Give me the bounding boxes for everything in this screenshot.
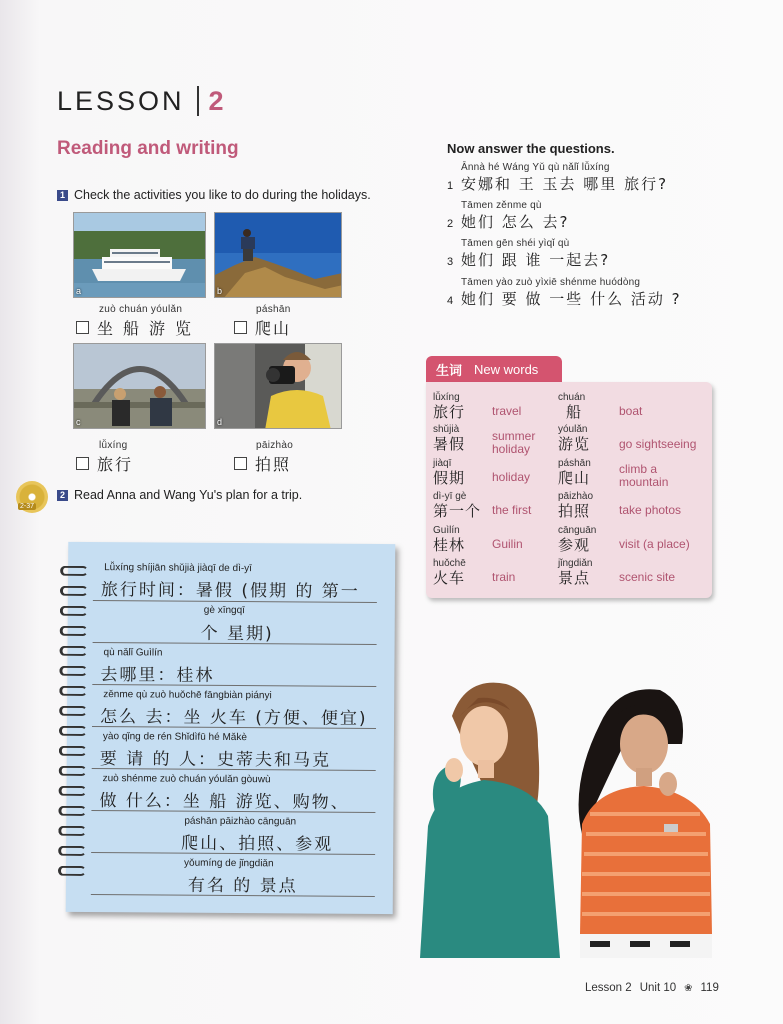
photo-letter: a [76, 286, 82, 296]
vocab-pinyin: lǚxíng [433, 392, 460, 403]
lesson-word: LESSON [57, 85, 185, 116]
page-footer [585, 982, 719, 994]
vocab-chinese: 火车 [433, 569, 466, 587]
cd-track-label: 2-37 [20, 503, 35, 510]
activity-checkbox-d[interactable] [234, 457, 247, 470]
spiral-ring [59, 746, 87, 756]
question-4 [447, 277, 682, 309]
vocab-chinese: 爬山 [558, 469, 591, 487]
question-chinese: 她们 怎么 去? [461, 213, 570, 231]
flower-icon: ❀ [684, 982, 693, 994]
vocab-pinyin: páshān [558, 458, 591, 469]
photo-letter: b [217, 286, 223, 296]
plan-chinese: 要 请 的 人：史蒂夫和马克 [99, 749, 332, 771]
plan-chinese: 做 什么：坐 船 游览、购物、 [99, 791, 350, 813]
new-words-tab-english: New words [474, 361, 539, 377]
vocab-pinyin: cānguān [558, 525, 597, 536]
vocab-pinyin: shǔjià [433, 424, 460, 435]
vocab-english: travel [492, 404, 522, 418]
vocab-entry [558, 458, 591, 487]
plan-chinese: 旅行时间：暑假 (假期 的 第一 [100, 580, 360, 602]
vocab-english: visit (a place) [619, 537, 690, 551]
question-pinyin: Tāmen gēn shéi yìqǐ qù [461, 238, 570, 249]
question-pinyin: Ānnà hé Wáng Yǔ qù nǎlǐ lǚxíng [461, 162, 610, 173]
plan-pinyin: zuò shénme zuò chuán yóulǎn gòuwù [102, 773, 271, 786]
spiral-ring [60, 586, 88, 596]
exercise-2-instruction [57, 488, 302, 502]
activity-chinese: 爬山 [255, 319, 292, 338]
vocab-entry [558, 525, 596, 554]
plan-pinyin: páshān pāizhào cānguān [184, 815, 297, 828]
exercise-number-badge: 1 [57, 190, 68, 201]
spiral-ring [58, 826, 86, 836]
lesson-header [57, 84, 224, 118]
activity-row-b [234, 316, 291, 339]
vocab-chinese: 桂林 [433, 536, 466, 554]
vocab-english: climb a mountain [619, 462, 669, 489]
vocab-english: the first [492, 503, 532, 517]
spiral-ring [60, 566, 88, 576]
activity-pinyin: lǚxíng [99, 440, 128, 451]
plan-chinese: 爬山、拍照、参观 [181, 833, 334, 855]
activity-pinyin: pāizhào [256, 440, 294, 451]
vocab-chinese: 第一个 [433, 502, 482, 520]
vocab-pinyin: jiàqī [433, 458, 452, 469]
plan-pinyin: yào qǐng de rén Shǐdìfū hé Mǎkè [102, 731, 247, 744]
activity-row-a [76, 316, 201, 339]
vocab-pinyin: dì-yī gè [433, 491, 467, 502]
plan-pinyin: yǒumíng de jǐngdiǎn [184, 857, 274, 870]
spiral-ring [59, 726, 87, 736]
vocab-english: summer holiday [492, 429, 536, 456]
activity-row-c [76, 452, 133, 475]
section-title: Reading and writing [57, 138, 239, 159]
vocab-entry [433, 458, 465, 487]
plan-pinyin: qù nǎlǐ Guìlín [103, 647, 163, 659]
activity-row-d [234, 452, 291, 475]
question-number: 3 [447, 256, 454, 268]
vocab-pinyin: huǒchē [433, 558, 466, 569]
question-chinese: 她们 要 做 一些 什么 活动 ? [461, 290, 682, 308]
footer-unit: Unit 10 [639, 982, 677, 994]
girl-right-image [570, 684, 718, 958]
new-words-box [426, 382, 712, 598]
vocab-entry [433, 558, 466, 587]
plan-pinyin: gè xīngqī [203, 604, 246, 617]
plan-pinyin: Lǚxíng shíjiān shǔjià jiàqī de dì-yī [104, 562, 253, 575]
vocab-pinyin: Guìlín [433, 525, 460, 536]
spiral-ring [59, 706, 87, 716]
activity-chinese: 拍照 [255, 455, 292, 474]
spiral-ring [60, 626, 88, 636]
vocab-english: train [492, 570, 516, 584]
vocab-english: Guilin [492, 537, 523, 551]
photo-letter: d [217, 417, 223, 427]
spiral-ring [58, 806, 86, 816]
activity-pinyin: zuò chuán yóulǎn [99, 304, 183, 315]
photo-boat [73, 212, 206, 298]
vocab-english: boat [619, 404, 643, 418]
spiral-ring [59, 646, 87, 656]
vocab-english: holiday [492, 470, 531, 484]
activity-pinyin: páshān [256, 304, 291, 315]
spiral-ring [58, 866, 86, 876]
spiral-ring [58, 846, 86, 856]
question-1 [447, 162, 668, 194]
girl-left-image [414, 676, 570, 958]
vocab-entry [433, 424, 465, 453]
plan-pinyin: zěnme qù zuò huǒchē fāngbiàn piányi [103, 689, 272, 702]
trip-plan-notebook [66, 542, 396, 914]
spiral-ring [59, 666, 87, 676]
vocab-chinese: 拍照 [558, 502, 591, 520]
lesson-number: 2 [208, 85, 224, 116]
photo-camera [214, 343, 342, 429]
activity-checkbox-a[interactable] [76, 321, 89, 334]
new-words-tab-chinese: 生词 [436, 363, 463, 379]
vocab-entry [433, 491, 481, 520]
activity-chinese: 旅行 [97, 455, 134, 474]
plan-chinese: 有名 的 景点 [187, 875, 298, 897]
instruction-text: Read Anna and Wang Yu's plan for a trip. [74, 488, 303, 502]
vocab-chinese: 旅行 [433, 403, 466, 421]
question-pinyin: Tāmen yào zuò yìxiē shénme huódòng [461, 277, 641, 288]
vocab-entry [558, 424, 590, 453]
questions-title: Now answer the questions. [447, 141, 615, 156]
spiral-ring [60, 606, 88, 616]
activity-chinese: 坐船游览 [97, 319, 202, 338]
vocab-english: scenic site [619, 570, 676, 584]
exercise-number-badge: 2 [57, 490, 68, 501]
vocab-chinese: 船 [566, 403, 583, 421]
question-3 [447, 238, 610, 270]
exercise-1-instruction [57, 188, 371, 202]
plan-chinese: 怎么 去：坐 火车 (方便、便宜) [100, 707, 368, 729]
question-number: 2 [447, 218, 454, 230]
vocab-chinese: 假期 [433, 469, 466, 487]
instruction-text: Check the activities you like to do during the holidays. [74, 188, 371, 202]
vocab-pinyin: yóulǎn [558, 424, 588, 435]
vocab-english: go sightseeing [619, 437, 697, 451]
activity-checkbox-c[interactable] [76, 457, 89, 470]
vocab-pinyin: chuán [558, 392, 586, 403]
vocab-chinese: 暑假 [433, 435, 466, 453]
question-2 [447, 200, 570, 232]
question-chinese: 安娜和 王 玉去 哪里 旅行? [461, 175, 669, 193]
vocab-entry [433, 525, 465, 554]
vocab-chinese: 景点 [558, 569, 591, 587]
vocab-entry [558, 392, 585, 421]
photo-travel [73, 343, 206, 429]
spiral-ring [59, 686, 87, 696]
vocab-entry [558, 558, 592, 587]
activity-checkbox-b[interactable] [234, 321, 247, 334]
spiral-ring [59, 766, 87, 776]
question-number: 1 [447, 180, 454, 192]
header-divider [197, 86, 199, 116]
new-words-tab [426, 356, 562, 382]
vocab-entry [558, 491, 593, 520]
photo-hiker [214, 212, 342, 298]
footer-lesson: Lesson 2 [585, 982, 632, 994]
vocab-entry [433, 392, 465, 421]
spiral-ring [59, 786, 87, 796]
vocab-pinyin: pāizhào [558, 491, 594, 502]
vocab-english: take photos [619, 503, 682, 517]
question-chinese: 她们 跟 谁 一起去? [461, 251, 611, 269]
page-number: 119 [700, 982, 719, 994]
question-pinyin: Tāmen zěnme qù [461, 200, 542, 211]
vocab-pinyin: jǐngdiǎn [558, 558, 593, 569]
vocab-chinese: 游览 [558, 435, 591, 453]
plan-chinese: 个 星期) [200, 623, 274, 645]
photo-letter: c [76, 417, 81, 427]
vocab-chinese: 参观 [558, 536, 591, 554]
plan-chinese: 去哪里：桂林 [100, 665, 215, 686]
question-number: 4 [447, 295, 454, 307]
